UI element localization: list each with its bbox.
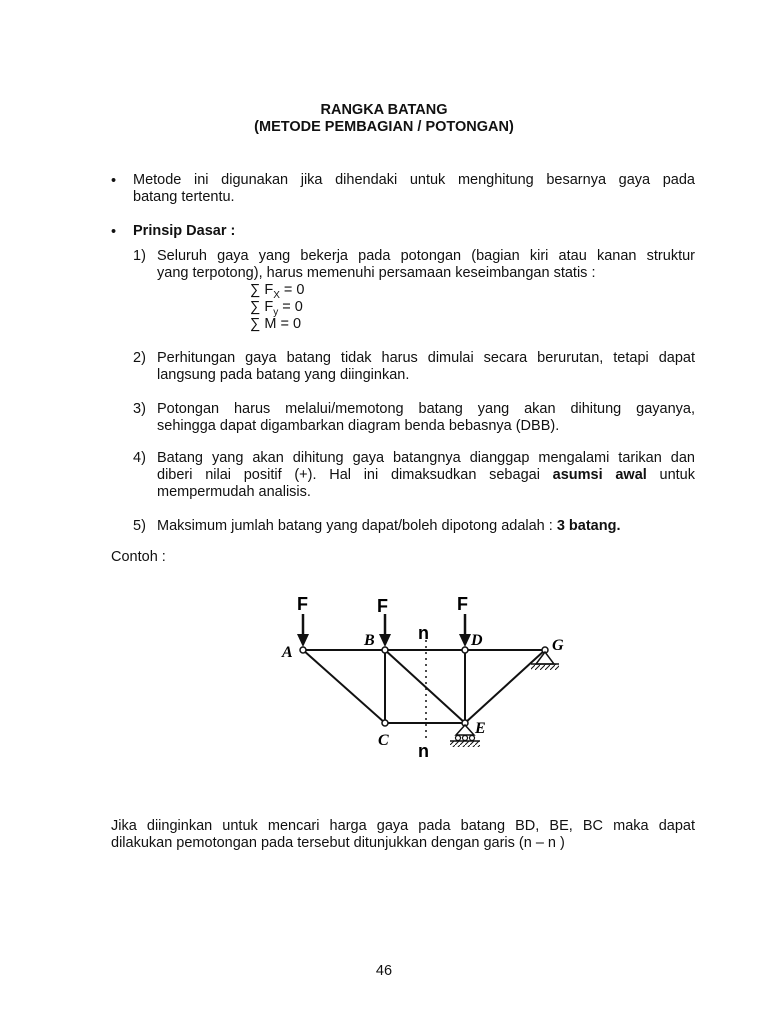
node-label-e: E	[475, 720, 486, 737]
principles-heading: Prinsip Dasar :	[133, 223, 236, 239]
node-label-a: A	[282, 644, 293, 661]
item5-emphasis: 3 batang.	[556, 518, 621, 534]
item5-text	[157, 518, 695, 535]
item4-line2	[157, 467, 695, 484]
member-eg	[465, 650, 545, 723]
closing-line2: dilakukan pemotongan pada tersebut ditunjukkan dengan garis (n – n )	[111, 835, 565, 851]
truss-members	[303, 650, 545, 723]
item5-text-body: Maksimum jumlah batang yang dapat/boleh dipotong adalah :	[157, 518, 557, 534]
force-arrows	[297, 614, 471, 647]
bullet-dot: •	[111, 224, 117, 240]
equation-sum-m: ∑ M = 0	[250, 316, 302, 332]
item1-line2: yang terpotong), harus memenuhi persamaan keseimbangan statis :	[157, 265, 596, 281]
item3-line2: sehingga dapat digambarkan diagram benda bebasnya (DBB).	[157, 418, 560, 434]
item-number: 5)	[133, 518, 146, 534]
joint-c	[382, 720, 388, 726]
truss-diagram	[270, 590, 580, 765]
force-label: F	[297, 594, 308, 614]
node-label-d: D	[471, 632, 483, 649]
item2-line1: Perhitungan gaya batang tidak harus dimulai secara berurutan, tetapi dapat	[157, 350, 695, 366]
example-label: Contoh :	[111, 549, 166, 565]
cut-label-bottom: n	[418, 741, 429, 761]
page-subtitle: (METODE PEMBAGIAN / POTONGAN)	[254, 119, 514, 135]
item4-line1: Batang yang akan dihitung gaya batangnya dianggap mengalami tarikan dan	[157, 450, 695, 466]
joint-b	[382, 647, 388, 653]
equation-symbol: ∑ F	[250, 282, 274, 298]
item4-line3: mempermudah analisis.	[157, 484, 311, 500]
joint-a	[300, 647, 306, 653]
item4-line2-tail: untuk	[646, 467, 696, 483]
closing-line1: Jika diinginkan untuk mencari harga gaya pada batang BD, BE, BC maka dapat	[111, 818, 695, 834]
cut-label-top: n	[418, 623, 429, 643]
member-be	[385, 650, 465, 723]
item3-line1: Potongan harus melalui/memotong batang yang akan dihitung gayanya,	[157, 401, 695, 417]
item4-line2-text: diberi nilai positif (+). Hal ini dimaksudkan sebagai	[157, 467, 553, 483]
item2-line2: langsung pada batang yang diinginkan.	[157, 367, 410, 383]
joint-d	[462, 647, 468, 653]
node-label-b: B	[364, 632, 375, 649]
arrowhead-icon	[297, 634, 309, 647]
node-label-c: C	[378, 732, 389, 749]
arrowhead-icon	[379, 634, 391, 647]
force-label: F	[457, 594, 468, 614]
item-number: 1)	[133, 248, 146, 264]
equation-subscript: y	[273, 306, 279, 318]
page-title: RANGKA BATANG	[320, 102, 448, 118]
item-number: 3)	[133, 401, 146, 417]
member-ac	[303, 650, 385, 723]
pin-support-g	[531, 652, 559, 670]
item-number: 4)	[133, 450, 146, 466]
node-label-g: G	[552, 637, 564, 654]
equation-rhs: = 0	[278, 299, 303, 315]
equation-rhs: = 0	[279, 282, 305, 298]
bullet1-line1: Metode ini digunakan jika dihendaki untuk menghitung besarnya gaya pada	[133, 172, 695, 188]
arrowhead-icon	[459, 634, 471, 647]
item-number: 2)	[133, 350, 146, 366]
force-label: F	[377, 596, 388, 616]
equation-subscript: X	[273, 289, 280, 301]
equation-symbol: ∑ F	[250, 299, 274, 315]
item1-line1: Seluruh gaya yang bekerja pada potongan (bagian kiri atau kanan struktur	[157, 248, 695, 264]
closing-paragraph	[111, 818, 695, 852]
page-number: 46	[375, 963, 393, 979]
bullet1-line2: batang tertentu.	[133, 189, 235, 205]
item4-emphasis: asumsi awal	[552, 467, 647, 483]
bullet-dot: •	[111, 173, 117, 189]
